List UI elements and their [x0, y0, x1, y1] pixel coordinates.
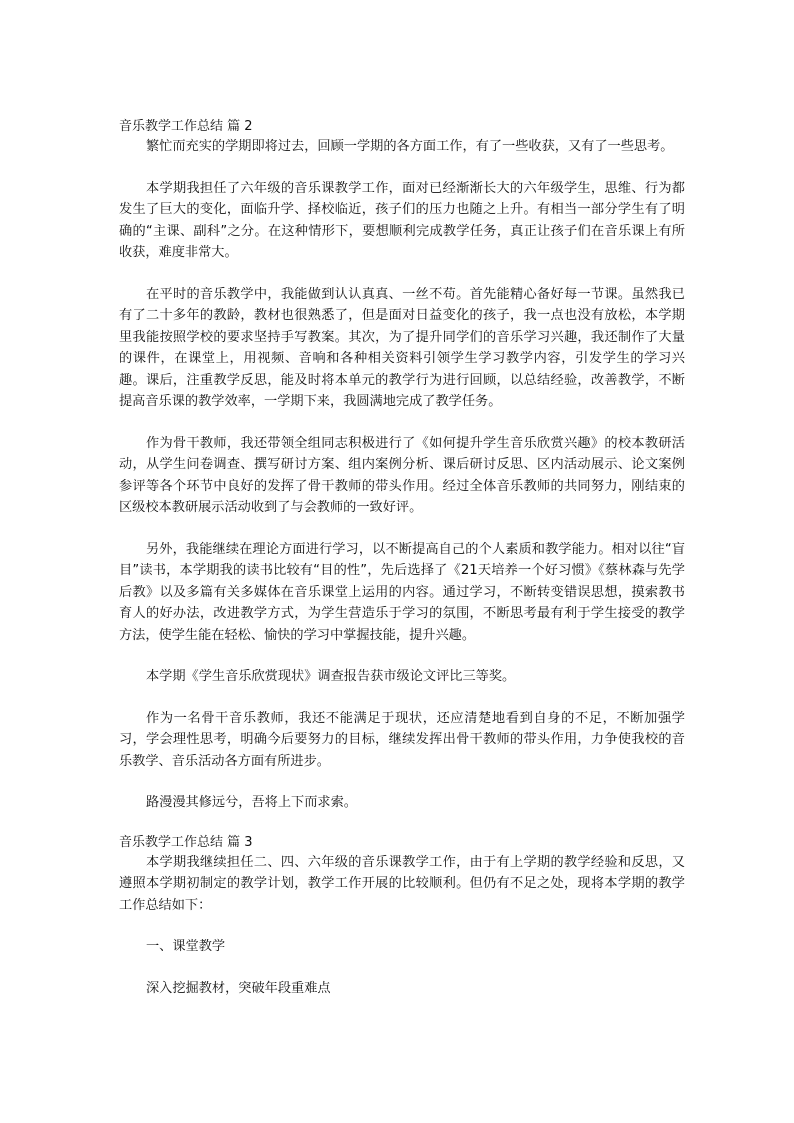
paragraph: 繁忙而充实的学期即将过去，回顾一学期的各方面工作，有了一些收获，又有了一些思考。	[146, 139, 674, 154]
paragraph: 深入挖掘教材，突破年段重难点	[146, 980, 331, 996]
paragraph: 本学期我继续担任二、四、六年级的音乐课教学工作，由于有上学期的教学经验和反思，又遵照本学期初制定的教学计划，教学工作开展的比较顺利。但仍有不足之处，现将本学期的教学工作总结如下：	[119, 854, 685, 913]
paragraph: 另外，我能继续在理论方面进行学习，以不断提高自己的个人素质和教学能力。相对以往“盲目”读书，本学期我的读书比较有“目的性”，先后选择了《21天培养一个好习惯》《蔡林森与先学后教》以及多篇有关多媒体在音乐课堂上运用的内容。通过学习，不断转变错误思想，摸索教书育人的好办法，改进教学方式，为学生营造乐于学习的氛围，不断思考最有利于学生接受的教学方法，使学生能在轻松、愉快的学习中掌握技能，提升兴趣。	[119, 541, 685, 643]
paragraph: 作为骨干教师，我还带领全组同志积极进行了《如何提升学生音乐欣赏兴趣》的校本教研活动，从学生问卷调查、撰写研讨方案、组内案例分析、课后研讨反思、区内活动展示、论文案例参评等各个环节中良好的发挥了骨干教师的带头作用。经过全体音乐教师的共同努力，刚结束的区级校本教研展示活动收到了与会教师的一致好评。	[119, 435, 685, 515]
document-body	[119, 118, 685, 999]
paragraph: 作为一名骨干音乐教师，我还不能满足于现状，还应清楚地看到自身的不足，不断加强学习，学会理性思考，明确今后要努力的目标，继续发挥出骨干教师的带头作用，力争使我校的音乐教学、音乐活动各方面有所进步。	[119, 710, 685, 769]
paragraph: 在平时的音乐教学中，我能做到认认真真、一丝不苟。首先能精心备好每一节课。虽然我已有了二十多年的教龄，教材也很熟悉了，但是面对日益变化的孩子，我一点也没有放松，本学期里我能按照学校的要求坚持手写教案。其次，为了提升同学们的音乐学习兴趣，我还制作了大量的课件，在课堂上，用视频、音响和各种相关资料引领学生学习教学内容，引发学生的学习兴趣。课后，注重教学反思，能及时将本单元的教学行为进行回顾，以总结经验，改善教学，不断提高音乐课的教学效率，一学期下来，我圆满地完成了教学任务。	[119, 286, 685, 409]
paragraph: 路漫漫其修远兮，吾将上下而求索。	[146, 795, 357, 810]
section-heading: 音乐教学工作总结 篇 2	[119, 119, 253, 134]
section-heading: 音乐教学工作总结 篇 3	[119, 834, 253, 850]
paragraph: 本学期《学生音乐欣赏现状》调查报告获市级论文评比三等奖。	[146, 669, 516, 684]
paragraph: 一、课堂教学	[146, 939, 226, 954]
paragraph: 本学期我担任了六年级的音乐课教学工作，面对已经渐渐长大的六年级学生，思维、行为都发生了巨大的变化，面临升学、择校临近，孩子们的压力也随之上升。有相当一部分学生有了明确的“主课、副科”之分。在这种情形下，要想顺利完成教学任务，真正让孩子们在音乐课上有所收获，难度非常大。	[119, 180, 685, 260]
